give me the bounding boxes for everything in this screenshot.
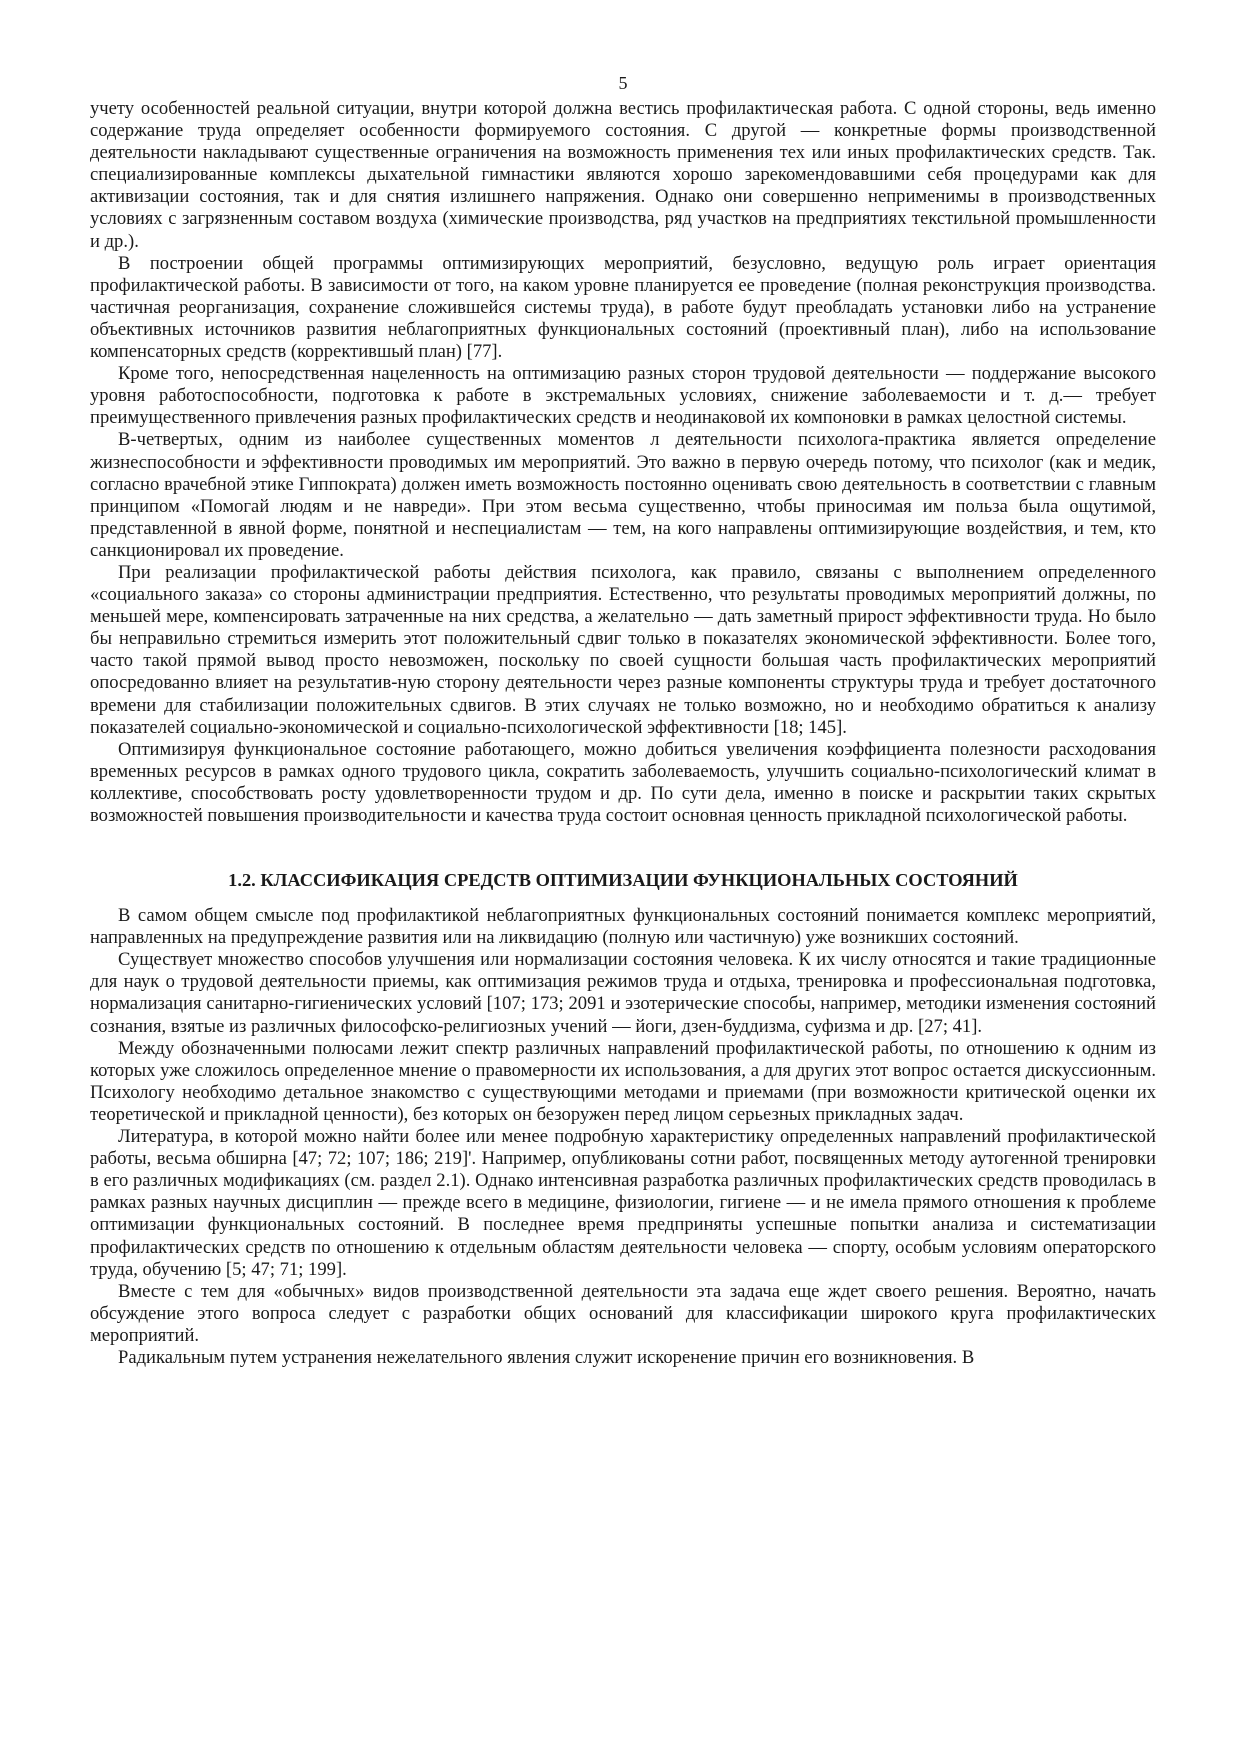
paragraph: При реализации профилактической работы действия психолога, как правило, связаны с выполнением определенного «социального заказа» со стороны администрации предприятия. Естественно, что результаты проводимых мероприятий должны, по меньшей мере, компенсировать затраченные на них средства, а желательно — дать заметный прирост эффективности труда. Но было бы неправильно стремиться измерить этот положительный сдвиг только в показателях экономической эффективности. Более того, часто такой прямой вывод просто невозможен, поскольку по своей сущности большая часть профилактических мероприятий опосредованно влияет на результатив-ную сторону деятельности через разные компоненты структуры труда и требует достаточного времени для стабилизации положительных сдвигов. В этих случаях не только возможно, но и необходимо обратиться к анализу показателей социально-экономической и социально-психологической эффективности [18; 145].	[90, 561, 1156, 738]
paragraph: Между обозначенными полюсами лежит спектр различных направлений профилактической работы, по отношению к одним из которых уже сложилось определенное мнение о правомерности их использования, а для других этот вопрос остается дискуссионным. Психологу необходимо детальное знакомство с существующими методами и приемами (при возможности критической оценки их теоретической и прикладной ценности), без которых он безоружен перед лицом серьезных прикладных задач.	[90, 1037, 1156, 1125]
paragraph: Вместе с тем для «обычных» видов производственной деятельности эта задача еще ждет своего решения. Вероятно, начать обсуждение этого вопроса следует с разработки общих оснований для классификации широкого круга профилактических мероприятий.	[90, 1280, 1156, 1346]
document-page	[90, 72, 1156, 1369]
paragraph: В самом общем смысле под профилактикой неблагоприятных функциональных состояний понимается комплекс мероприятий, направленных на предупреждение развития или на ликвидацию (полную или частичную) уже возникших состояний.	[90, 905, 1156, 949]
paragraph: В-четвертых, одним из наиболее существенных моментов л деятельности психолога-практика является определение жизнеспособности и эффективности проводимых им мероприятий. Это важно в первую очередь потому, что психолог (как и медик, согласно врачебной этике Гиппократа) должен иметь возможность постоянно оценивать свою деятельность в соответствии с главным принципом «Помогай людям и не навреди». При этом весьма существенно, чтобы приносимая им польза была ощутимой, представленной в явной форме, понятной и неспециалистам — тем, на кого направлены оптимизирующие воздействия, и тем, кто санкционировал их проведение.	[90, 429, 1156, 561]
paragraph: В построении общей программы оптимизирующих мероприятий, безусловно, ведущую роль играет ориентация профилактической работы. В зависимости от того, на каком уровне планируется ее проведение (полная реконструкция производства. частичная реорганизация, сохранение сложившейся системы труда), в работе будут преобладать установки либо на устранение объективных источников развития неблагоприятных функциональных состояний (проективный план), либо на использование компенсаторных средств (корректившый план) [77].	[90, 252, 1156, 363]
paragraph: Кроме того, непосредственная нацеленность на оптимизацию разных сторон трудовой деятельности — поддержание высокого уровня работоспособности, подготовка к работе в экстремальных условиях, снижение заболеваемости и т. д.— требует преимущественного привлечения разных профилактических средств и неодинаковой их компоновки в рамках целостной системы.	[90, 363, 1156, 429]
paragraph-continuation: учету особенностей реальной ситуации, внутри которой должна вестись профилактическая работа. С одной стороны, ведь именно содержание труда определяет особенности формируемого состояния. С другой — конкретные формы производственной деятельности накладывают существенные ограничения на возможность применения тех или иных профилактических средств. Так. специализированные комплексы дыхательной гимнастики являются хорошо зарекомендовавшими себя процедурами как для активизации состояния, так и для снятия излишнего напряжения. Однако они совершенно неприменимы в производственных условиях с загрязненным составом воздуха (химические производства, ряд участков на предприятиях текстильной промышленности и др.).	[90, 98, 1156, 252]
paragraph: Существует множество способов улучшения или нормализации состояния человека. К их числу относятся и такие традиционные для наук о трудовой деятельности приемы, как оптимизация режимов труда и отдыха, тренировка и профессиональная подготовка, нормализация санитарно-гигиенических условий [107; 173; 2091 и эзотерические способы, например, методики изменения состояний сознания, взятые из различных философско-религиозных учений — йоги, дзен-буддизма, суфизма и др. [27; 41].	[90, 949, 1156, 1037]
page-number: 5	[618, 73, 628, 93]
paragraph: Оптимизируя функциональное состояние работающего, можно добиться увеличения коэффициента полезности расходования временных ресурсов в рамках одного трудового цикла, сократить заболеваемость, улучшить социально-психологический климат в коллективе, способствовать росту удовлетворенности трудом и др. По сути дела, именно в поиске и раскрытии таких скрытых возможностей повышения производительности и качества труда состоит основная ценность прикладной психологической работы.	[90, 738, 1156, 826]
paragraph: Литература, в которой можно найти более или менее подробную характеристику определенных направлений профилактической работы, весьма обширна [47; 72; 107; 186; 219]'. Например, опубликованы сотни работ, посвященных методу аутогенной тренировки в его различных модификациях (см. раздел 2.1). Однако интенсивная разработка различных профилактических средств проводилась в рамках разных научных дисциплин — прежде всего в медицине, физиологии, гигиене — и не имела прямого отношения к проблеме оптимизации функциональных состояний. В последнее время предприняты успешные попытки анализа и систематизации профилактических средств по отношению к отдельным областям деятельности человека — спорту, особым условиям операторского труда, обучению [5; 47; 71; 199].	[90, 1126, 1156, 1280]
paragraph-truncated: Радикальным путем устранения нежелательного явления служит искоренение причин его возникновения. В	[118, 1346, 975, 1368]
section-heading: 1.2. КЛАССИФИКАЦИЯ СРЕДСТВ ОПТИМИЗАЦИИ ФУНКЦИОНАЛЬНЫХ СОСТОЯНИЙ	[228, 870, 1018, 891]
